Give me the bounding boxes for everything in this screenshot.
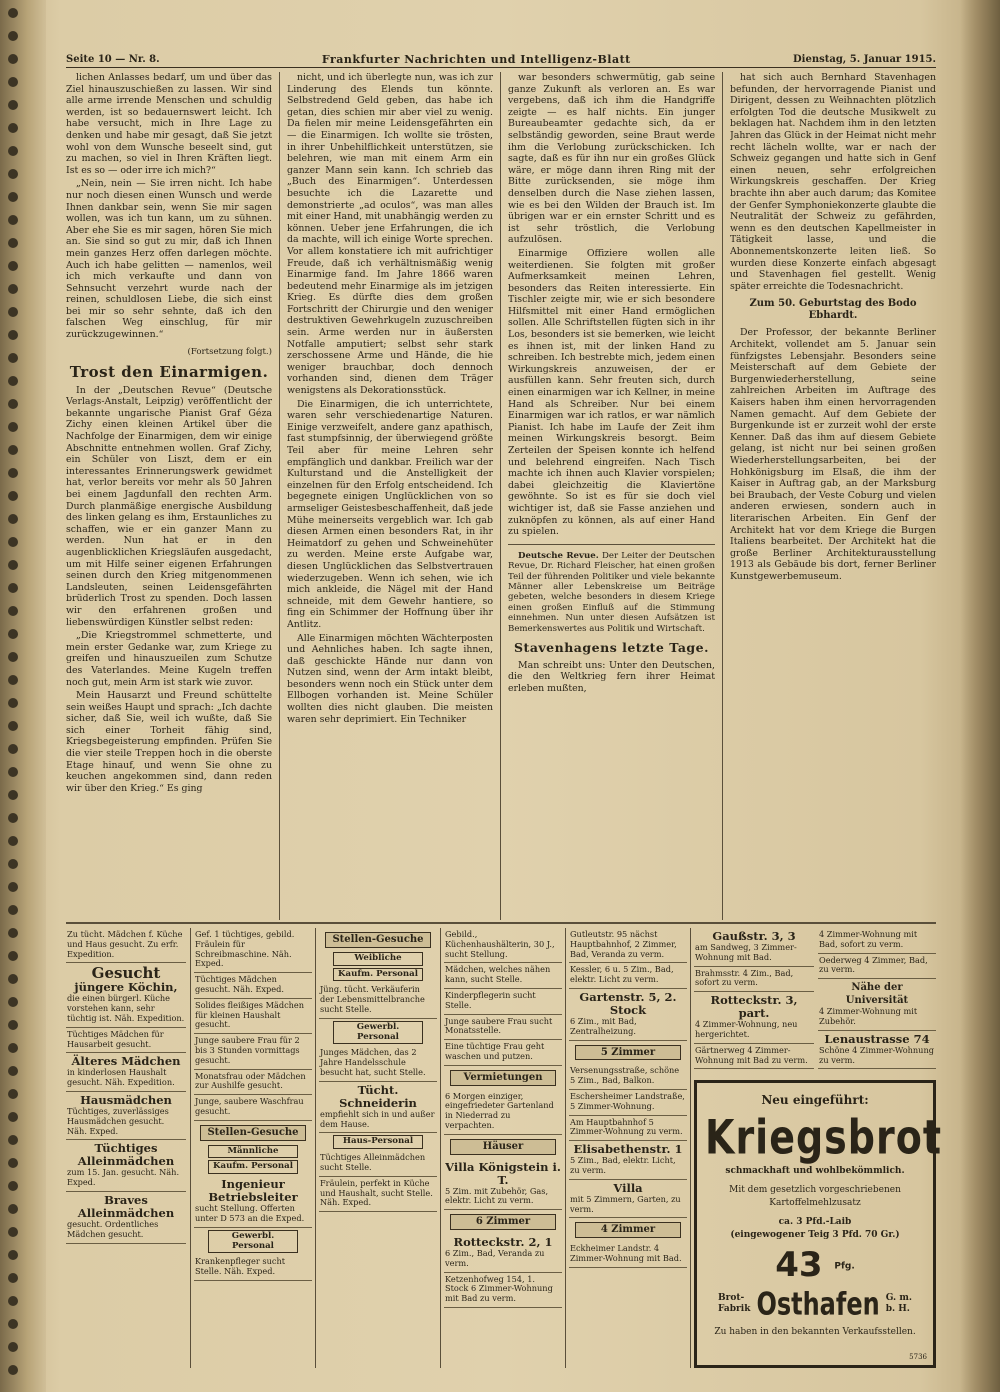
kb-fabrik: Fabrik	[718, 1303, 751, 1314]
binding-hole	[8, 491, 18, 501]
column-rule	[690, 928, 691, 1368]
kb-company-suffix	[886, 1293, 912, 1315]
ad-text: mit 5 Zimmern, Garten, zu verm.	[570, 1193, 681, 1214]
divider	[508, 544, 715, 545]
kb-intro: Neu eingeführt:	[761, 1093, 869, 1107]
binding-hole	[8, 353, 18, 363]
kb-tagline: schmackhaft und wohlbekömmlich.	[725, 1166, 905, 1176]
binding-hole	[8, 928, 18, 938]
binding-hole	[8, 537, 18, 547]
binding-hole	[8, 767, 18, 777]
binding-hole	[8, 100, 18, 110]
news-text: Der Leiter der Deutschen Revue, Dr. Richard Fleischer, hat einen großen Teil der führenden Politiker und viele bekannte Männer aller Lebenskreise um Beiträge gebeten, welche besonders in diesem Kriege einen großen Einfluß auf die Stimmung einnehmen. Nun unter diesen Aufsätzen ist Bemerkenswertes aus Politik und Wirtschaft.	[508, 550, 715, 634]
section-heading: 6 Zimmer	[450, 1214, 556, 1230]
section-subheading: Gewerbl. Personal	[208, 1230, 298, 1254]
binding-hole	[8, 997, 18, 1007]
ad-subheadline: Hausmädchen	[80, 1092, 172, 1107]
ad-text: 4 Zimmer-Wohnung, neu hergerichtet.	[695, 1019, 798, 1039]
ad: Kessler, 6 u. 5 Zim., Bad, elektr. Licht zu verm.	[569, 963, 687, 989]
binding-holes	[8, 0, 22, 1392]
section-subheading: Weibliche	[333, 952, 423, 966]
ad-subheadline: Lenaustrasse 74	[824, 1031, 930, 1046]
ad: Junge saubere Frau für 2 bis 3 Stunden vormittags gesucht.	[194, 1034, 312, 1069]
article-title: Stavenhagens letzte Tage.	[514, 640, 709, 655]
binding-hole	[8, 1250, 18, 1260]
binding-hole	[8, 1135, 18, 1145]
ad-subheadline: Braves Alleinmädchen	[77, 1192, 175, 1220]
section-subheading: Kaufm. Personal	[333, 968, 423, 982]
ad: Fräulein, perfekt in Küche und Haushalt, sucht Stelle. Näh. Exped.	[319, 1177, 437, 1212]
ad: Gef. 1 tüchtiges, gebild. Fräulein für Schreibmaschine. Näh. Exped.	[194, 928, 312, 973]
binding-hole	[8, 330, 18, 340]
binding-hole	[8, 284, 18, 294]
column-rule	[190, 928, 191, 1368]
kb-weight: (eingewogener Teig 3 Pfd. 70 Gr.)	[730, 1230, 900, 1240]
article-paragraph: Mein Hausarzt und Freund schüttelte sein weißes Haupt und sprach: „Ich dachte sicher, daß Sie, weil ich wußte, daß Sie sich einer Torheit fähig sind, Kriegsbegeisterung empfinden. Prüfen Sie die vier steile Treppen hoch in die oberste Etage hinauf, und wenn Sie ohne zu keuchen angekommen sind, dann reden wir über den Krieg.“ Es ging	[66, 690, 272, 794]
ad	[66, 1053, 186, 1092]
ads-column-1	[66, 928, 186, 1368]
ad	[444, 1159, 562, 1211]
article-paragraph: In der „Deutschen Revue“ (Deutsche Verlags-Anstalt, Leipzig) veröffentlicht der bekannte ungarische Pianist Graf Géza Zichy einen kleinen Artikel über die Nachfolge der Einarmigen, dem wir einige Abschnitte entnehmen wollen. Graf Zichy, ein Schüler von Liszt, dem er ein interessantes Erinnerungswerk gewidmet hat, verlor bereits vor mehr als 50 Jahren bei einem Jagdunfall den rechten Arm. Durch planmäßige energische Ausbildung des linken gelang es ihm, Erstaunliches zu schaffen, wie er ein ganzer Mann zu werden. Nun hat er in den augenblicklichen Kriegsläufen ausgedacht, um mit Hilfe seiner eigenen Erfahrungen seinen durch den Krieg mitgenommenen Landsleuten, seinen Leidensgefährten brüderlich Trost zu spenden. Doch lassen wir den erfahrenen großen und liebenswürdigen Künstler selbst reden:	[66, 384, 272, 628]
column-rule	[565, 928, 566, 1368]
binding-hole	[8, 146, 18, 156]
binding-hole	[8, 238, 18, 248]
kb-brot: Brot-	[718, 1292, 745, 1303]
ad: Oederweg 4 Zimmer, Bad, zu verm.	[818, 954, 936, 980]
section-heading: Stellen-Gesuche	[200, 1125, 306, 1141]
ads-column-4	[444, 928, 562, 1368]
binding-hole	[8, 560, 18, 570]
binding-hole	[8, 1020, 18, 1030]
binding-hole	[8, 215, 18, 225]
binding-hole	[8, 606, 18, 616]
ad	[194, 1176, 312, 1228]
ads-column-5	[569, 928, 687, 1368]
ad-subheadline: Villa Königstein i. T.	[445, 1159, 561, 1187]
binding-hole	[8, 698, 18, 708]
article-column-3	[508, 72, 715, 920]
ad-text: 5 Zim., Bad, elektr. Licht, zu verm.	[570, 1155, 676, 1175]
section-subheading: Kaufm. Personal	[208, 1160, 298, 1174]
column-rule	[440, 928, 441, 1368]
binding-hole	[8, 1204, 18, 1214]
binding-hole	[8, 1342, 18, 1352]
ad: Gebild., Küchenhaushälterin, 30 J., sucht Stellung.	[444, 928, 562, 963]
ad	[444, 1234, 562, 1273]
binding-hole	[8, 31, 18, 41]
ad-subheadline: Gaußstr. 3, 3	[712, 929, 796, 943]
ad: Versenungsstraße, schöne 5 Zim., Bad, Balkon.	[569, 1064, 687, 1090]
classified-ads	[66, 928, 943, 1368]
binding-hole	[8, 8, 18, 18]
page-header	[66, 52, 936, 68]
article-paragraph: „Die Kriegstrommel schmetterte, und mein erster Gedanke war, zum Kriege zu greifen und hinauszueilen zum Schutze des Vaterlandes. Meine Kugeln treffen noch gut, mein Arm ist stark wie zuvor.	[66, 630, 272, 688]
kb-description: Mit dem gesetzlich vorgeschriebenen Kartoffelmehlzusatz	[729, 1185, 901, 1208]
article-paragraph: hat sich auch Bernhard Stavenhagen befunden, der hervorragende Pianist und Dirigent, dessen zu Weihnachten plötzlich erfolgten Tod die deutsche Musikwelt zu beklagen hat. Nachdem ihm in den letzten Jahren das Glück in der Heimat nicht mehr recht lächeln wollte, war er nach der Schweiz gegangen und hatte sich in Genf einen neuen, sehr erfolgreichen Wirkungskreis geschaffen. Der Krieg brachte ihn aber auch darum; das Komitee der Genfer Symphoniekonzerte glaubte die Neutralität der Schweiz zu gefährden, wenn es den deutschen Kapellmeister in Tätigkeit lasse, und die Abonnementskonzerte leiten ließ. So wurden diese Konzerte einfach abgesagt und Stavenhagen fiel gestellt. Wenig später erreichte die Todesnachricht.	[730, 72, 936, 292]
ad: Eckheimer Landstr. 4 Zimmer-Wohnung mit Bad.	[569, 1242, 687, 1268]
ad: Tüchtiges Alleinmädchen sucht Stelle.	[319, 1151, 437, 1177]
section-subheading: Gewerbl. Personal	[333, 1021, 423, 1045]
binding-hole	[8, 859, 18, 869]
ad: Tüchtiges Mädchen gesucht. Näh. Exped.	[194, 973, 312, 999]
ad	[66, 1192, 186, 1244]
kb-price-unit: Pfg.	[834, 1261, 855, 1272]
section-heading: Häuser	[450, 1139, 556, 1155]
ad-text: zum 15. Jan. gesucht. Näh. Exped.	[67, 1167, 180, 1188]
binding-hole	[8, 468, 18, 478]
binding-hole	[8, 1112, 18, 1122]
binding-hole	[8, 744, 18, 754]
ad	[66, 1140, 186, 1192]
page-edge	[960, 0, 1000, 1392]
ad-subheadline: Tüchtiges Alleinmädchen	[77, 1141, 175, 1169]
ad	[66, 1092, 186, 1140]
ad: Ketzenhofweg 154, 1. Stock 6 Zimmer-Wohnung mit Bad zu verm.	[444, 1273, 562, 1308]
article-paragraph: Die Einarmigen, die ich unterrichtete, waren sehr verschiedenartige Naturen. Einige verzweifelt, andere ganz apathisch, fast stumpfsinnig, der überwiegend größte Teil aber für meine Lehren sehr empfänglich und dankbar. Freilich war der Kulturstand und die Anstelligkeit der einzelnen für den Erfolg entscheidend. Ich begegnete einigen Unglücklichen von so armseliger Geistesbeschaffenheit, daß jede Mühe meinerseits vergeblich war. Ich gab diesen Armen einen besonders Rat, in ihr Heimatdorf zu gehen und Schweinehüter zu werden. Meine erste Aufgabe war, diesen Unglücklichen das Selbstvertrauen wiederzugeben. Wenn ich sehen, wie ich mich ankleide, die Nägel mit der Hand schneide, mit dem Gewehr hantiere, so fing ein Schimmer der Hoffnung über ihr Antlitz.	[287, 398, 493, 630]
binding-hole	[8, 905, 18, 915]
ad: Krankenpfleger sucht Stelle. Näh. Exped.	[194, 1255, 312, 1281]
kb-ad-code: 5736	[909, 1353, 927, 1361]
binding-hole	[8, 1319, 18, 1329]
binding-hole	[8, 882, 18, 892]
ad: Brahmsstr. 4 Zim., Bad, sofort zu verm.	[694, 967, 814, 993]
binding-hole	[8, 1365, 18, 1375]
binding-hole	[8, 1181, 18, 1191]
ad-text: die einen bürgerl. Küche vorstehen kann, sehr tüchtig ist. Näh. Expedition.	[67, 993, 185, 1023]
binding-hole	[8, 1158, 18, 1168]
kb-availability: Zu haben in den bekannten Verkaufsstellen.	[714, 1326, 916, 1337]
binding-hole	[8, 307, 18, 317]
ad: Kinderpflegerin sucht Stelle.	[444, 989, 562, 1015]
binding-hole	[8, 974, 18, 984]
binding-hole	[8, 123, 18, 133]
section-subheading: Männliche	[208, 1145, 298, 1159]
binding-hole	[8, 54, 18, 64]
binding-hole	[8, 1089, 18, 1099]
kb-price	[705, 1246, 925, 1286]
ad	[319, 1082, 437, 1134]
ad: Jüng. tücht. Verkäuferin der Lebensmittelbranche sucht Stelle.	[319, 983, 437, 1018]
ad: Gärtnerweg 4 Zimmer-Wohnung mit Bad zu verm.	[694, 1044, 814, 1070]
section-heading: 5 Zimmer	[575, 1045, 681, 1061]
ad: Monatsfrau oder Mädchen zur Aushilfe gesucht.	[194, 1070, 312, 1096]
binding-hole	[8, 514, 18, 524]
ad	[818, 1031, 936, 1070]
kb-company-prefix	[718, 1293, 750, 1315]
binding-hole	[8, 399, 18, 409]
article-paragraph: „Nein, nein — Sie irren nicht. Ich habe nur noch diesen einen Wunsch und werde Ihnen dankbar sein, wenn Sie mir sagen wollen, was ich tun kann, um zu sühnen. Aber ehe Sie es mir sagen, hören Sie mich an. Sie sind so gut zu mir, daß ich Ihnen mein ganzes Herz offen darlegen möchte. Auch ich habe gelitten — namenlos, weil ich mich verkaufte und dann von Sehnsucht verzehrt wurde nach der reinen, schuldlosen Liebe, die sich einst bei mir so sehr sehnte, daß ich den falschen Weg einschlug, für mir zurückzugewinnen.“	[66, 178, 272, 341]
binding-hole	[8, 1227, 18, 1237]
article-paragraph: Man schreibt uns: Unter den Deutschen, die den Weltkrieg fern ihrer Heimat erleben mußten,	[508, 659, 715, 694]
article-paragraph: war besonders schwermütig, gab seine ganze Zukunft als verloren an. Es war vergebens, daß ich ihm die Handgriffe zeigte — es half nichts. Ein junger Bureaubeamter gedachte sich, da er selbständig geworden, seine Braut werde ihm die Verlobung zurückschicken. Ich sagte, daß es für ihn nur ein großes Glück wäre, er möge dann ihren Ring mit der Bitte zurücksenden, sie möge ihm denselben durch die Nase ziehen lassen, wie es bei den Wilden der Brauch ist. Im übrigen war er ein ernster Schritt und es ist sehr tröstlich, die Verlobung aufzulösen.	[508, 72, 715, 246]
article-paragraph: Einarmige Offiziere wollen alle weiterdienen. Sie folgten mit großer Aufmerksamkeit meinen Lehren, besonders das Reiten interessierte. Ein Tischler zeigte mir, wie er sich besondere Hilfsmittel mit einer Hand ermöglichen sollen. Alle Schriftstellen fügten sich in ihr Los, besonders ist sie bemerken, wie leicht es ihnen ist, mit der linken Hand zu schreiben. Ich bestrebte mich, jedem einen Wirkungskreis anzuweisen, der er ausfüllen kann. Sehr freuten sich, durch einen einarmigen war ich Kellner, in meine Hand als Schreiber. Nur bei einem Einarmigen war ich ratlos, er war nämlich Pianist. Ich habe im Laufe der Zeit ihm meinen Wirkungskreis besorgt. Beim Zerteilen der Speisen konnte ich helfend und belehrend eingreifen. Nach Tisch machte ich ihnen auch Klavier vorspielen; dabei gleichzeitig die Klaviertöne gewöhnte. So ist es für sie doch viel wichtiger ist, daß sie Fasse anziehen und zuknöpfen zu können, als auf einer Hand zu spielen.	[508, 247, 715, 538]
ad-text: am Sandweg, 3 Zimmer-Wohnung mit Bad.	[695, 942, 797, 962]
ad-text: 6 Zim., Bad, Veranda zu verm.	[445, 1247, 545, 1268]
ad: 4 Zimmer-Wohnung mit Bad, sofort zu verm.	[818, 928, 936, 954]
ad	[694, 928, 814, 967]
ad: Mädchen, welches nähen kann, sucht Stelle.	[444, 963, 562, 989]
section-heading: Vermietungen	[450, 1070, 556, 1086]
ad	[569, 1141, 687, 1180]
ad-text: gesucht. Ordentliches Mädchen gesucht.	[67, 1218, 159, 1239]
ad-text: 4 Zimmer-Wohnung mit Zubehör.	[819, 1006, 918, 1026]
binding-hole	[8, 836, 18, 846]
ads-column-6	[694, 928, 814, 1078]
ad	[694, 992, 814, 1044]
ads-column-3	[319, 928, 437, 1368]
kb-company	[705, 1285, 925, 1322]
binding-hole	[8, 376, 18, 386]
masthead-title: Frankfurter Nachrichten und Intelligenz-Blatt	[321, 53, 631, 66]
article-title: Zum 50. Geburtstag des Bodo Ebhardt.	[749, 298, 917, 321]
ad-subheadline: Ingenieur Betriebsleiter	[208, 1177, 298, 1205]
ad	[569, 1180, 687, 1219]
binding-hole	[8, 445, 18, 455]
binding-hole	[8, 77, 18, 87]
binding-hole	[8, 1273, 18, 1283]
ad-text: Tüchtiges, zuverlässiges Hausmädchen gesucht. Näh. Exped.	[67, 1105, 169, 1136]
ad: Junge, saubere Waschfrau gesucht.	[194, 1095, 312, 1121]
article-paragraph: Alle Einarmigen möchten Wächterposten und Aehnliches haben. Ich sagte ihnen, daß geschickte Hände nur dann von Nutzen sind, wenn der Arm intakt bleibt, besonders wenn noch ein Stück unter dem Ellbogen vorhanden ist. Meine Schüler wollten dies nicht glauben. Die meisten waren sehr deprimiert. Ein Techniker	[287, 632, 493, 725]
ad-subheadline: Rotteckstr. 3, part.	[710, 993, 798, 1021]
ad	[66, 963, 186, 1027]
article-paragraph: nicht, und ich überlegte nun, was ich zur Linderung des Elends tun könnte. Selbstredend Geld geben, das habe ich getan, dies schien mir aber viel zu wenig. Da fielen mir meine Leidensgefährten ein — die Einarmigen. Ich wollte sie trösten, in ihrer Unbehilflichkeit unterstützen, sie belehren, wie man mit einem Arm ein ganzer Mann sein kann. Ich schrieb das „Buch des Einarmigen“. Unterdessen besuchte ich die Lazarette und demonstrierte „ad oculos“, was man alles mit einer Hand, mit unabhängig werden zu können. Ueber jene Erfahrungen, die ich da machte, will ich einige Worte sprechen. Vor allem konstatiere ich mit aufrichtiger Freude, daß ich verhältnismäßig wenig Einarmige fand. Im Jahre 1866 waren bedeutend mehr Einarmige als im jetzigen Krieg. Es dürfte dies dem großen Fortschritt der Chirurgie und den weniger destruktiven Gewehrkugeln zuzuschreiben sein. Arme werden nur in äußersten Notfalle amputiert; selbst sehr stark zerschossene Arme und Hände, die hie weniger brauchbar, doch dennoch vorhanden sind, dienen dem Träger wenigstens als Dekorationsstück.	[287, 72, 493, 397]
kb-size: ca. 3 Pfd.-Laib	[778, 1217, 852, 1227]
ad: Eschersheimer Landstraße, 5 Zimmer-Wohnung.	[569, 1090, 687, 1116]
binding-hole	[8, 721, 18, 731]
news-heading: Deutsche Revue.	[518, 550, 599, 561]
binding-hole	[8, 192, 18, 202]
ad-text: empfiehlt sich in und außer dem Hause.	[320, 1108, 435, 1129]
binding-hole	[8, 1296, 18, 1306]
ad: Eine tüchtige Frau geht waschen und putzen.	[444, 1040, 562, 1066]
kb-price-value: 43	[775, 1245, 823, 1285]
column-rule	[722, 72, 723, 920]
ad-subheadline: Nähe der Universität	[845, 982, 909, 1007]
page-number: Seite 10 — Nr. 8.	[66, 54, 160, 65]
kb-company-name: Osthafen	[756, 1285, 880, 1322]
binding-hole	[8, 261, 18, 271]
kb-gmbh-2: b. H.	[885, 1303, 910, 1314]
ad: Am Hauptbahnhof 5 Zimmer-Wohnung zu verm.	[569, 1116, 687, 1142]
ad-subheadline: Elisabethenstr. 1	[573, 1142, 683, 1157]
column-rule	[500, 72, 501, 920]
binding-hole	[8, 629, 18, 639]
ad	[569, 989, 687, 1041]
ad-headline: Gesucht	[91, 964, 161, 983]
ad-text: in kinderlosen Haushalt gesucht. Näh. Expedition.	[67, 1067, 175, 1088]
ad	[818, 979, 936, 1031]
ad-subheadline: Villa	[613, 1180, 643, 1195]
article-column-4	[730, 72, 936, 920]
section-rule	[66, 922, 936, 924]
article-title: Trost den Einarmigen.	[69, 363, 269, 382]
ads-column-7	[818, 928, 936, 1078]
kb-gmbh-1: G. m.	[885, 1292, 912, 1303]
binding-spine	[0, 0, 46, 1392]
ad-subheadline: Älteres Mädchen	[71, 1054, 181, 1069]
article-paragraph: Der Professor, der bekannte Berliner Architekt, vollendet am 5. Januar sein fünfzigstes Lebensjahr. Besonders seine Meisterschaft auf dem Gebiete der Burgenwiederherstellung, seine zahlreichen Arbeiten im Auftrage des Kaisers haben ihm einen hervorragenden Namen gemacht. Auf dem Gebiete der Burgenkunde ist er zurzeit wohl der erste Kenner. Daß das ihm auf diesem Gebiete gelang, ist nicht nur bei seinen großen Wiederherstellungsarbeiten, bei der Hohkönigsburg im Elsaß, die ihm der Kaiser in Auftrag gab, an der Marksburg bei Braubach, der Veste Coburg und vielen anderen erwiesen, sondern auch in literarischen Arbeiten. Ein Genf der Architekt hat vor dem Kriege die Burgen Italiens bearbeitet. Der Architekt hat die große Berliner Architekturausstellung 1913 als Gebäude bis dort, ferner Berliner Kunstgewerbemuseum.	[730, 327, 936, 582]
binding-hole	[8, 169, 18, 179]
ad-text: 5 Zim. mit Zubehör, Gas, elektr. Licht zu verm.	[445, 1185, 549, 1206]
article-column-2	[287, 72, 493, 920]
continuation-note: (Fortsetzung folgt.)	[187, 346, 272, 357]
binding-hole	[8, 1043, 18, 1053]
ad-subheadline: Tücht. Schneiderin	[339, 1082, 417, 1110]
ad: Solides fleißiges Mädchen für kleinen Haushalt gesucht.	[194, 999, 312, 1034]
kb-title: Kriegsbrot	[705, 1109, 943, 1165]
binding-hole	[8, 790, 18, 800]
ad-text: Schöne 4 Zimmer-Wohnung zu verm.	[819, 1044, 934, 1065]
binding-hole	[8, 813, 18, 823]
kriegsbrot-advertisement	[694, 1080, 943, 1368]
column-rule	[279, 72, 280, 920]
ad-subheadline: Gartenstr. 5, 2. Stock	[579, 989, 677, 1017]
ad-subheadline: Rotteckstr. 2, 1	[453, 1234, 553, 1249]
ad: Junge saubere Frau sucht Monatsstelle.	[444, 1015, 562, 1041]
ad: Gutleutstr. 95 nächst Hauptbahnhof, 2 Zimmer, Bad, Veranda zu verm.	[569, 928, 687, 963]
section-subheading: Haus-Personal	[333, 1135, 423, 1149]
ad-subheadline: jüngere Köchin,	[74, 980, 178, 995]
ad-text: sucht Stellung. Offerten unter D 573 an die Exped.	[195, 1203, 305, 1223]
ads-column-2	[194, 928, 312, 1368]
ad: Zu tücht. Mädchen f. Küche und Haus gesucht. Zu erfr. Expedition.	[66, 928, 186, 963]
issue-date: Dienstag, 5. Januar 1915.	[792, 54, 936, 65]
binding-hole	[8, 675, 18, 685]
column-rule	[315, 928, 316, 1368]
ad: Junges Mädchen, das 2 Jahre Handelsschule besucht hat, sucht Stelle.	[319, 1046, 437, 1081]
ad-text: 6 Zim., mit Bad, Zentralheizung.	[570, 1015, 637, 1036]
ad: 6 Morgen einziger, eingefriedeter Gartenland in Niederrad zu verpachten.	[444, 1090, 562, 1135]
binding-hole	[8, 951, 18, 961]
binding-hole	[8, 583, 18, 593]
article-paragraph: lichen Anlasses bedarf, um und über das Ziel hinauszuschießen zu lassen. Wir sind alle arme irrende Menschen und schuldig werden, ist so bedauernswert leicht. Ich habe versucht, mich in Ihre Lage zu denken und habe mir gesagt, daß Sie jetzt wohl von dem Wunsche beseelt sind, gut zu machen, so viel in Ihren Kräften liegt. Ist es so — oder irre ich mich?“	[66, 72, 272, 176]
binding-hole	[8, 1066, 18, 1076]
section-heading: Stellen-Gesuche	[325, 932, 431, 948]
article-column-1	[66, 72, 272, 920]
binding-hole	[8, 422, 18, 432]
section-heading: 4 Zimmer	[575, 1222, 681, 1238]
binding-hole	[8, 652, 18, 662]
ad: Tüchtiges Mädchen für Hausarbeit gesucht.	[66, 1028, 186, 1054]
